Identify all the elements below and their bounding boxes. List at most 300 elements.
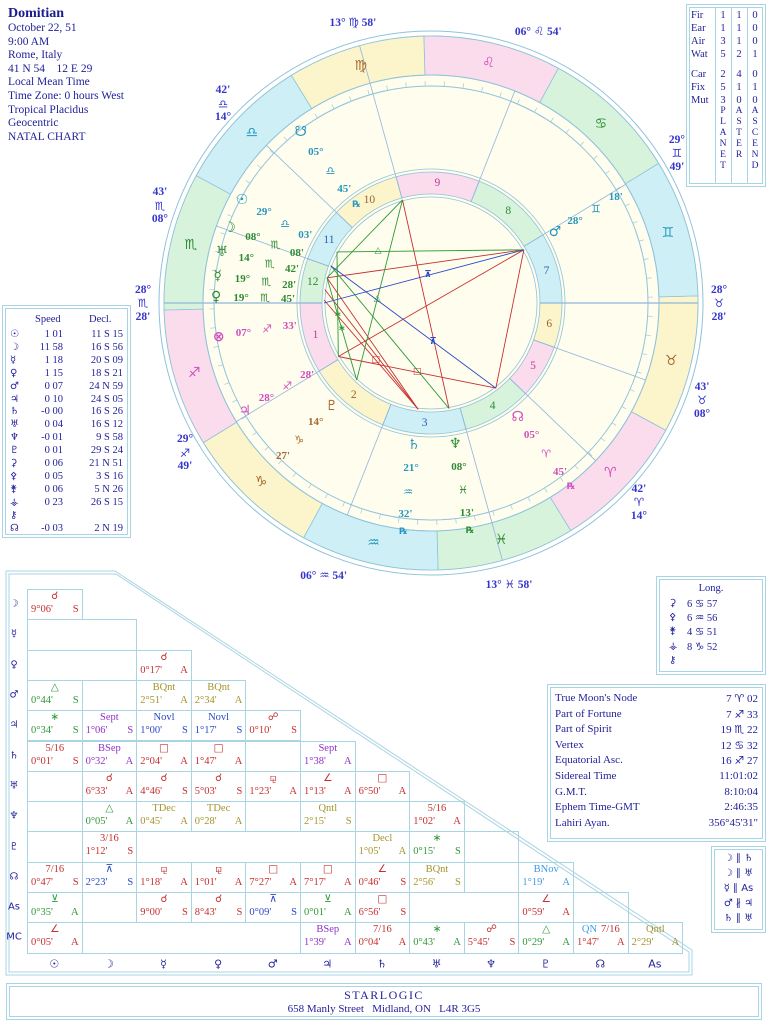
planet-glyph: ☊ bbox=[10, 522, 19, 534]
cusp-label-token: 28° bbox=[134, 283, 152, 296]
cusp-label-token: ♐ bbox=[179, 447, 191, 460]
aspect-orb: 2°29' bbox=[631, 937, 654, 949]
aspect-orb: 2°04' bbox=[140, 755, 163, 767]
aspect-orb: 6°50' bbox=[358, 785, 381, 797]
chart-point-row bbox=[548, 708, 765, 723]
aspect-applying-separating: A bbox=[180, 755, 188, 767]
aspect-applying-separating: A bbox=[180, 816, 188, 828]
aspect-symbol: ∗ bbox=[50, 711, 60, 724]
grid-column-glyph: ☿ bbox=[160, 957, 167, 971]
chart-info-line: Local Mean Time bbox=[8, 76, 90, 89]
chart-info-lines bbox=[8, 22, 124, 144]
grid-column-glyph: As bbox=[648, 957, 662, 971]
column-word-letter: E bbox=[720, 150, 726, 160]
declination-value: 2 N 19 bbox=[94, 522, 123, 534]
planet-mars-label: 28° bbox=[567, 214, 583, 227]
aspect-applying-separating: A bbox=[562, 907, 570, 918]
house-number: 4 bbox=[489, 400, 496, 412]
grid-column-glyph: ♅ bbox=[431, 957, 442, 971]
cusp-label-token: ♉ bbox=[713, 298, 725, 310]
aspect-symbol: BNov bbox=[533, 863, 559, 875]
grid-column-glyph: ♃ bbox=[322, 957, 333, 971]
aspect-symbol: Novl bbox=[153, 712, 175, 724]
aspect-applying-separating: S bbox=[72, 755, 79, 767]
house-number: 9 bbox=[434, 177, 441, 190]
parallel-row: ♂ ∦ ♃ bbox=[723, 898, 754, 909]
chart-title: Domitian bbox=[8, 6, 64, 21]
aspect-orb: 1°13' bbox=[304, 785, 326, 797]
chart-point-row bbox=[548, 754, 765, 769]
planet-glyph: ⚵ bbox=[10, 483, 18, 495]
zodiac-sign-glyph: ♍ bbox=[354, 58, 367, 75]
speed-table-row bbox=[3, 368, 130, 381]
aspect-symbol: ⊼ bbox=[105, 862, 114, 875]
grid-column-glyph: ♇ bbox=[540, 957, 551, 971]
speed-value: 0 06 bbox=[44, 483, 63, 495]
aspect-symbol: ⊻ bbox=[50, 893, 59, 905]
cusp-label-token: 43' bbox=[694, 380, 710, 393]
speed-table-row bbox=[3, 471, 130, 484]
declination-value: 9 S 58 bbox=[96, 432, 123, 444]
footer-brand: STARLOGIC bbox=[344, 988, 424, 1002]
cusp-label-token: ♏ bbox=[154, 200, 166, 213]
chart-point-value: 7 ♐ 33 bbox=[726, 708, 758, 721]
speed-table-row bbox=[3, 355, 130, 368]
aspect-applying-separating: A bbox=[344, 937, 352, 949]
planet-neptune-label: ℞ bbox=[465, 525, 474, 536]
element-count: 0 bbox=[752, 23, 758, 34]
aspect-orb: 6°56' bbox=[358, 907, 381, 918]
asteroid-longitude-row bbox=[657, 641, 765, 655]
speed-value: -0 00 bbox=[41, 406, 63, 418]
aspect-symbol: △ bbox=[50, 680, 59, 693]
planet-snode-label: ♎ bbox=[325, 164, 336, 178]
planet-neptune-label: 13' bbox=[459, 506, 474, 519]
aspect-symbol: Decl bbox=[372, 833, 393, 845]
element-count: 2 bbox=[736, 49, 742, 60]
aspect-symbol: ∠ bbox=[541, 893, 551, 905]
aspect-symbol: Sept bbox=[100, 712, 119, 724]
element-count: 0 bbox=[736, 95, 742, 106]
planet-snode-label: 45' bbox=[337, 183, 352, 196]
aspect-orb: 1°02' bbox=[413, 816, 436, 828]
speed-column-header: Speed bbox=[35, 314, 61, 325]
aspect-symbol: 5/16 bbox=[427, 803, 447, 815]
asteroid-glyph: ⚴ bbox=[669, 612, 677, 624]
planet-snode-label: 05° bbox=[308, 145, 324, 158]
element-table-row bbox=[687, 10, 765, 23]
element-count: 1 bbox=[720, 10, 726, 21]
grid-column-glyph: ♄ bbox=[376, 957, 387, 971]
planet-glyph: ♀ bbox=[10, 367, 18, 379]
cusp-label-token: ♊ bbox=[671, 148, 683, 161]
grid-row-label: ☊ bbox=[9, 871, 19, 883]
planet-glyph: ♇ bbox=[10, 445, 19, 457]
planet-sun-label: ♎ bbox=[280, 217, 291, 231]
declination-value: 16 S 12 bbox=[90, 419, 123, 431]
declination-value: 26 S 15 bbox=[90, 496, 123, 508]
planet-saturn-glyph: ♄ bbox=[407, 436, 421, 453]
chart-point-row bbox=[548, 786, 765, 801]
planet-fortune-label: ♐ bbox=[262, 322, 273, 336]
cusp-label-token: 14° bbox=[214, 111, 232, 124]
declination-value: 16 S 56 bbox=[90, 341, 123, 353]
planet-mars-label: ♊ bbox=[590, 202, 601, 216]
planet-venus-label: 19° bbox=[233, 291, 249, 304]
chart-info-line: Tropical Placidus bbox=[8, 103, 89, 116]
aspect-orb: 0°17' bbox=[140, 664, 163, 676]
chart-point-value: 19 ♏ 22 bbox=[720, 724, 758, 737]
planet-snode-glyph: ☋ bbox=[294, 123, 307, 140]
longitude-box-title: Long. bbox=[698, 583, 724, 594]
aspect-orb: 0°28' bbox=[194, 816, 217, 828]
element-count: 3 bbox=[720, 95, 726, 106]
speed-value: 0 06 bbox=[44, 458, 63, 469]
cusp-label-token: 28° bbox=[710, 283, 728, 296]
planet-glyph: ♆ bbox=[10, 432, 19, 444]
speed-value: 1 15 bbox=[44, 367, 63, 379]
aspect-orb: 0°10' bbox=[249, 725, 272, 737]
cusp-label-token: ♈ bbox=[633, 497, 645, 510]
column-word-letter: T bbox=[736, 128, 742, 138]
chart-info-line: 9:00 AM bbox=[8, 35, 50, 48]
element-count: 4 bbox=[736, 69, 742, 80]
planet-uranus-label: 42' bbox=[284, 263, 300, 276]
column-word-letter: A bbox=[719, 128, 727, 138]
chart-point-row bbox=[548, 801, 765, 816]
aspect-symbol: ∗ bbox=[432, 923, 442, 936]
planet-pluto-glyph: ♇ bbox=[325, 397, 338, 414]
planet-glyph: ♃ bbox=[10, 393, 19, 405]
speed-value: 1 18 bbox=[44, 354, 63, 366]
column-word-letter: S bbox=[752, 117, 758, 127]
aspect-applying-separating: A bbox=[71, 937, 79, 949]
planet-mercury-label: 19° bbox=[234, 273, 251, 286]
aspect-marker: △ bbox=[374, 246, 382, 257]
chart-point-row bbox=[548, 817, 765, 832]
column-word-letter: T bbox=[720, 161, 726, 171]
speed-table-row bbox=[3, 497, 130, 510]
aspect-symbol: BSep bbox=[316, 924, 340, 936]
aspect-applying-separating: A bbox=[125, 755, 134, 767]
speed-table-row bbox=[3, 458, 130, 471]
aspect-orb: 5°45' bbox=[467, 937, 490, 949]
aspect-symbol: ⚼ bbox=[160, 862, 168, 875]
speed-value: -0 01 bbox=[41, 432, 63, 444]
aspect-orb: 0°32' bbox=[85, 755, 108, 767]
aspect-applying-separating: S bbox=[72, 604, 79, 615]
planet-pluto-label: 27' bbox=[276, 450, 291, 463]
element-count: 1 bbox=[736, 23, 742, 34]
grid-column-glyph: ☽ bbox=[103, 957, 114, 971]
planet-venus-glyph: ♀ bbox=[210, 288, 222, 305]
element-count: 2 bbox=[720, 69, 726, 80]
planet-sun-label: 03' bbox=[298, 228, 313, 241]
speed-value: 1 01 bbox=[44, 329, 63, 340]
speed-table-row bbox=[3, 394, 130, 407]
zodiac-sign-glyph: ♏ bbox=[184, 237, 198, 254]
aspect-orb: 1°06' bbox=[85, 725, 108, 737]
aspect-applying-separating: A bbox=[234, 876, 243, 888]
aspect-orb: 0°34' bbox=[31, 725, 53, 737]
planet-moon-label: ♏ bbox=[270, 238, 281, 252]
planet-pluto-label: 14° bbox=[307, 416, 324, 429]
aspect-orb: 0°05' bbox=[31, 937, 53, 949]
chart-point-value: 8:10:04 bbox=[724, 785, 758, 798]
aspect-symbol: ∠ bbox=[323, 771, 333, 784]
aspect-applying-separating: S bbox=[236, 725, 243, 737]
aspect-orb: 1°17' bbox=[194, 725, 217, 737]
aspect-symbol: Sept bbox=[318, 742, 338, 754]
aspect-marker: ∗ bbox=[334, 309, 342, 320]
aspect-symbol: □ bbox=[159, 741, 169, 754]
declination-value: 24 N 59 bbox=[89, 380, 123, 392]
planet-mercury-glyph: ☿ bbox=[213, 268, 222, 285]
aspect-orb: 0°45' bbox=[140, 816, 163, 828]
cusp-label-token: 49' bbox=[669, 160, 685, 173]
aspect-applying-separating: A bbox=[234, 694, 243, 706]
column-word-letter: D bbox=[751, 161, 759, 171]
speed-declination-table bbox=[2, 305, 131, 538]
house-number: 11 bbox=[323, 233, 335, 246]
cusp-label-token: ♉ bbox=[696, 395, 708, 408]
aspect-applying-separating: A bbox=[125, 816, 134, 828]
aspect-symbol: BQnt bbox=[425, 863, 449, 875]
aspect-symbol: QN bbox=[581, 924, 598, 936]
grid-row-label: MC bbox=[6, 931, 22, 943]
aspect-applying-separating: S bbox=[454, 846, 461, 858]
cusp-label-token: 08° bbox=[693, 407, 711, 420]
cusp-label-token: ♏ bbox=[137, 298, 149, 310]
declination-value: 24 S 05 bbox=[90, 393, 123, 405]
grid-row-label: ☿ bbox=[10, 628, 18, 640]
aspect-orb: 1°01' bbox=[194, 876, 217, 888]
grid-row-label: ♅ bbox=[9, 780, 19, 792]
aspect-orb: 8°43' bbox=[194, 907, 217, 918]
aspect-applying-separating: A bbox=[289, 876, 297, 888]
aspect-marker: □ bbox=[371, 355, 381, 366]
aspect-orb: 0°01' bbox=[304, 907, 326, 918]
planet-moon-glyph: ☽ bbox=[223, 220, 236, 237]
chart-point-label: Sidereal Time bbox=[555, 770, 617, 782]
speed-value: 0 07 bbox=[44, 380, 63, 392]
aspect-orb: 0°29' bbox=[522, 937, 545, 949]
decl-column-header: Decl. bbox=[89, 314, 112, 325]
planet-saturn-label: ♒ bbox=[403, 485, 414, 499]
planet-node-label: 45' bbox=[553, 466, 568, 479]
planet-snode-label: ℞ bbox=[352, 200, 361, 211]
aspect-applying-separating: A bbox=[617, 937, 625, 949]
asteroid-glyph: ⚳ bbox=[669, 598, 677, 609]
declination-value: 21 N 51 bbox=[89, 458, 123, 469]
declination-value: 11 S 15 bbox=[91, 329, 123, 340]
aspect-symbol: Qntl bbox=[646, 924, 665, 936]
planet-jupiter-glyph: ♃ bbox=[238, 402, 252, 419]
asteroid-longitude-value: 4 ♋ 51 bbox=[687, 627, 718, 639]
chart-info-line: October 22, 51 bbox=[8, 22, 77, 34]
cusp-label-token: 43' bbox=[152, 186, 168, 199]
chart-point-value: 11:01:02 bbox=[719, 770, 758, 782]
aspect-orb: 0°46' bbox=[358, 876, 381, 888]
element-count: 1 bbox=[752, 82, 758, 93]
planet-saturn-label: ℞ bbox=[399, 527, 408, 538]
aspect-symbol: □ bbox=[377, 771, 388, 784]
column-word-letter: R bbox=[735, 150, 743, 160]
declination-value: 5 N 26 bbox=[94, 483, 123, 495]
aspect-marker: □ bbox=[412, 367, 422, 378]
house-number: 2 bbox=[350, 388, 357, 401]
planet-node-label: ♈ bbox=[541, 447, 552, 461]
column-word-letter: C bbox=[751, 128, 759, 138]
parallel-row: ☽ ∥ ♄ bbox=[723, 853, 754, 864]
aspect-applying-separating: S bbox=[400, 907, 407, 918]
aspect-symbol: ∠ bbox=[377, 862, 388, 875]
chart-header bbox=[8, 6, 124, 144]
aspect-symbol: ⊻ bbox=[323, 893, 332, 905]
grid-row-label: ☽ bbox=[9, 598, 19, 610]
house-number: 6 bbox=[546, 317, 553, 330]
speed-table-row bbox=[3, 432, 130, 445]
element-row-label: Mut bbox=[691, 95, 709, 106]
aspect-applying-separating: A bbox=[671, 937, 680, 949]
grid-row-label: ♂ bbox=[9, 689, 19, 701]
element-count: 3 bbox=[720, 36, 726, 47]
house-number: 10 bbox=[363, 193, 376, 206]
grid-column-glyph: ♂ bbox=[267, 957, 278, 971]
cusp-label: 06° ♌ 54' bbox=[514, 26, 562, 39]
chart-point-label: Part of Fortune bbox=[555, 707, 622, 720]
aspect-symbol: ∠ bbox=[50, 923, 60, 936]
aspect-symbol: □ bbox=[377, 893, 388, 905]
aspect-orb: 0°35' bbox=[31, 907, 53, 918]
house-number: 12 bbox=[307, 276, 319, 289]
planet-glyph: ☉ bbox=[10, 329, 19, 340]
grid-column-glyph: ♀ bbox=[214, 957, 223, 971]
declination-value: 20 S 09 bbox=[90, 354, 123, 366]
planet-glyph: ♅ bbox=[10, 419, 19, 431]
aspect-orb: 1°38' bbox=[304, 755, 326, 767]
chart-point-value: 2:46:35 bbox=[724, 801, 758, 814]
cusp-label-token: 29° bbox=[668, 133, 686, 146]
speed-table-row bbox=[3, 329, 130, 342]
speed-value: 0 10 bbox=[44, 393, 63, 405]
cusp-label-token: 42' bbox=[631, 482, 647, 495]
speed-table-row bbox=[3, 381, 130, 394]
aspect-orb: 1°12' bbox=[85, 846, 108, 858]
aspect-symbol: TDec bbox=[152, 803, 176, 815]
footer-box bbox=[6, 983, 762, 1020]
column-word-letter: A bbox=[735, 106, 743, 116]
aspect-orb: 0°44' bbox=[31, 694, 53, 706]
aspect-symbol: ☌ bbox=[105, 771, 113, 784]
planet-glyph: ⚳ bbox=[10, 458, 18, 469]
element-table-row bbox=[687, 36, 765, 49]
aspect-orb: 1°05' bbox=[358, 846, 381, 858]
planet-venus-label: ♏ bbox=[260, 291, 270, 305]
column-word-letter: S bbox=[736, 117, 742, 127]
planet-jupiter-label: 28' bbox=[300, 368, 315, 381]
grid-row-label: ♆ bbox=[9, 810, 19, 822]
planet-mercury-label: 28' bbox=[282, 279, 297, 292]
planet-mars-label: 18' bbox=[608, 191, 623, 204]
asteroid-longitude-value: 6 ♒ 56 bbox=[687, 613, 718, 625]
aspect-symbol: BQnt bbox=[207, 681, 230, 693]
speed-table-row bbox=[3, 445, 130, 458]
chart-point-value: 12 ♋ 32 bbox=[720, 739, 758, 752]
aspect-orb: 1°39' bbox=[304, 937, 326, 949]
element-table-row bbox=[687, 49, 765, 62]
speed-table-row bbox=[3, 342, 130, 355]
chart-point-label: Vertex bbox=[555, 738, 584, 751]
zodiac-sign-glyph: ♋ bbox=[594, 115, 608, 132]
aspect-symbol: 5/16 bbox=[45, 742, 65, 754]
aspect-symbol: TDec bbox=[206, 803, 231, 815]
aspect-symbol: ☍ bbox=[267, 711, 279, 724]
aspect-orb: 0°43' bbox=[413, 937, 436, 949]
element-count: 0 bbox=[752, 95, 758, 106]
zodiac-sign-glyph: ♉ bbox=[664, 352, 678, 369]
element-row-label: Fir bbox=[691, 10, 704, 21]
zodiac-sign-glyph: ♌ bbox=[482, 54, 495, 71]
planet-uranus-glyph: ♅ bbox=[215, 244, 229, 261]
planet-jupiter-label: ♐ bbox=[282, 379, 293, 393]
aspect-symbol: ☌ bbox=[160, 893, 168, 905]
aspect-applying-separating: A bbox=[234, 816, 243, 828]
aspect-orb: 2°56' bbox=[413, 876, 436, 888]
column-word-letter: L bbox=[720, 117, 726, 127]
house-number: 8 bbox=[505, 205, 512, 218]
aspect-symbol-2: 7/16 bbox=[601, 924, 620, 936]
planet-glyph: ⚶ bbox=[10, 496, 19, 508]
aspect-applying-separating: S bbox=[181, 907, 188, 918]
declination-value: 18 S 21 bbox=[90, 367, 123, 379]
planet-glyph: ☽ bbox=[10, 341, 19, 353]
element-row-label: Ear bbox=[691, 23, 706, 34]
zodiac-sign-glyph: ♓ bbox=[495, 531, 508, 548]
chart-point-label: Equatorial Asc. bbox=[555, 754, 623, 767]
element-row-label: Fix bbox=[691, 82, 706, 93]
aspect-symbol: 7/16 bbox=[45, 863, 65, 875]
planet-saturn-label: 32' bbox=[398, 508, 413, 521]
declination-value: 29 S 24 bbox=[90, 445, 123, 457]
aspect-orb: 2°15' bbox=[304, 816, 326, 828]
aspect-orb: 1°18' bbox=[140, 876, 163, 888]
aspect-orb: 2°51' bbox=[140, 694, 163, 706]
planet-pluto-label: ♑ bbox=[294, 433, 304, 447]
aspect-symbol: 7/16 bbox=[373, 924, 392, 936]
grid-row-label: ♇ bbox=[9, 841, 19, 853]
grid-column-glyph: ♆ bbox=[486, 957, 497, 971]
declination-parallels-box bbox=[711, 846, 766, 933]
aspect-orb: 2°34' bbox=[194, 694, 217, 706]
speed-table-row bbox=[3, 406, 130, 419]
planet-sun-glyph: ☉ bbox=[235, 192, 249, 209]
house-number: 7 bbox=[543, 264, 550, 277]
cusp-label: 13° ♍ 58' bbox=[329, 16, 377, 29]
asteroid-longitude-row bbox=[657, 626, 765, 640]
aspect-applying-separating: A bbox=[344, 907, 352, 918]
planet-glyph: ⚴ bbox=[10, 470, 18, 482]
planet-fortune-label: 07° bbox=[235, 327, 252, 340]
asteroid-longitude-row bbox=[657, 598, 765, 612]
chart-info-line: Geocentric bbox=[8, 117, 59, 130]
column-word-letter: E bbox=[736, 139, 742, 149]
aspect-symbol: △ bbox=[542, 923, 551, 936]
grid-row-label: ♃ bbox=[9, 719, 19, 731]
chart-point-row bbox=[548, 692, 765, 707]
zodiac-sign-glyph: ♑ bbox=[254, 474, 268, 491]
aspect-applying-separating: S bbox=[72, 725, 79, 737]
